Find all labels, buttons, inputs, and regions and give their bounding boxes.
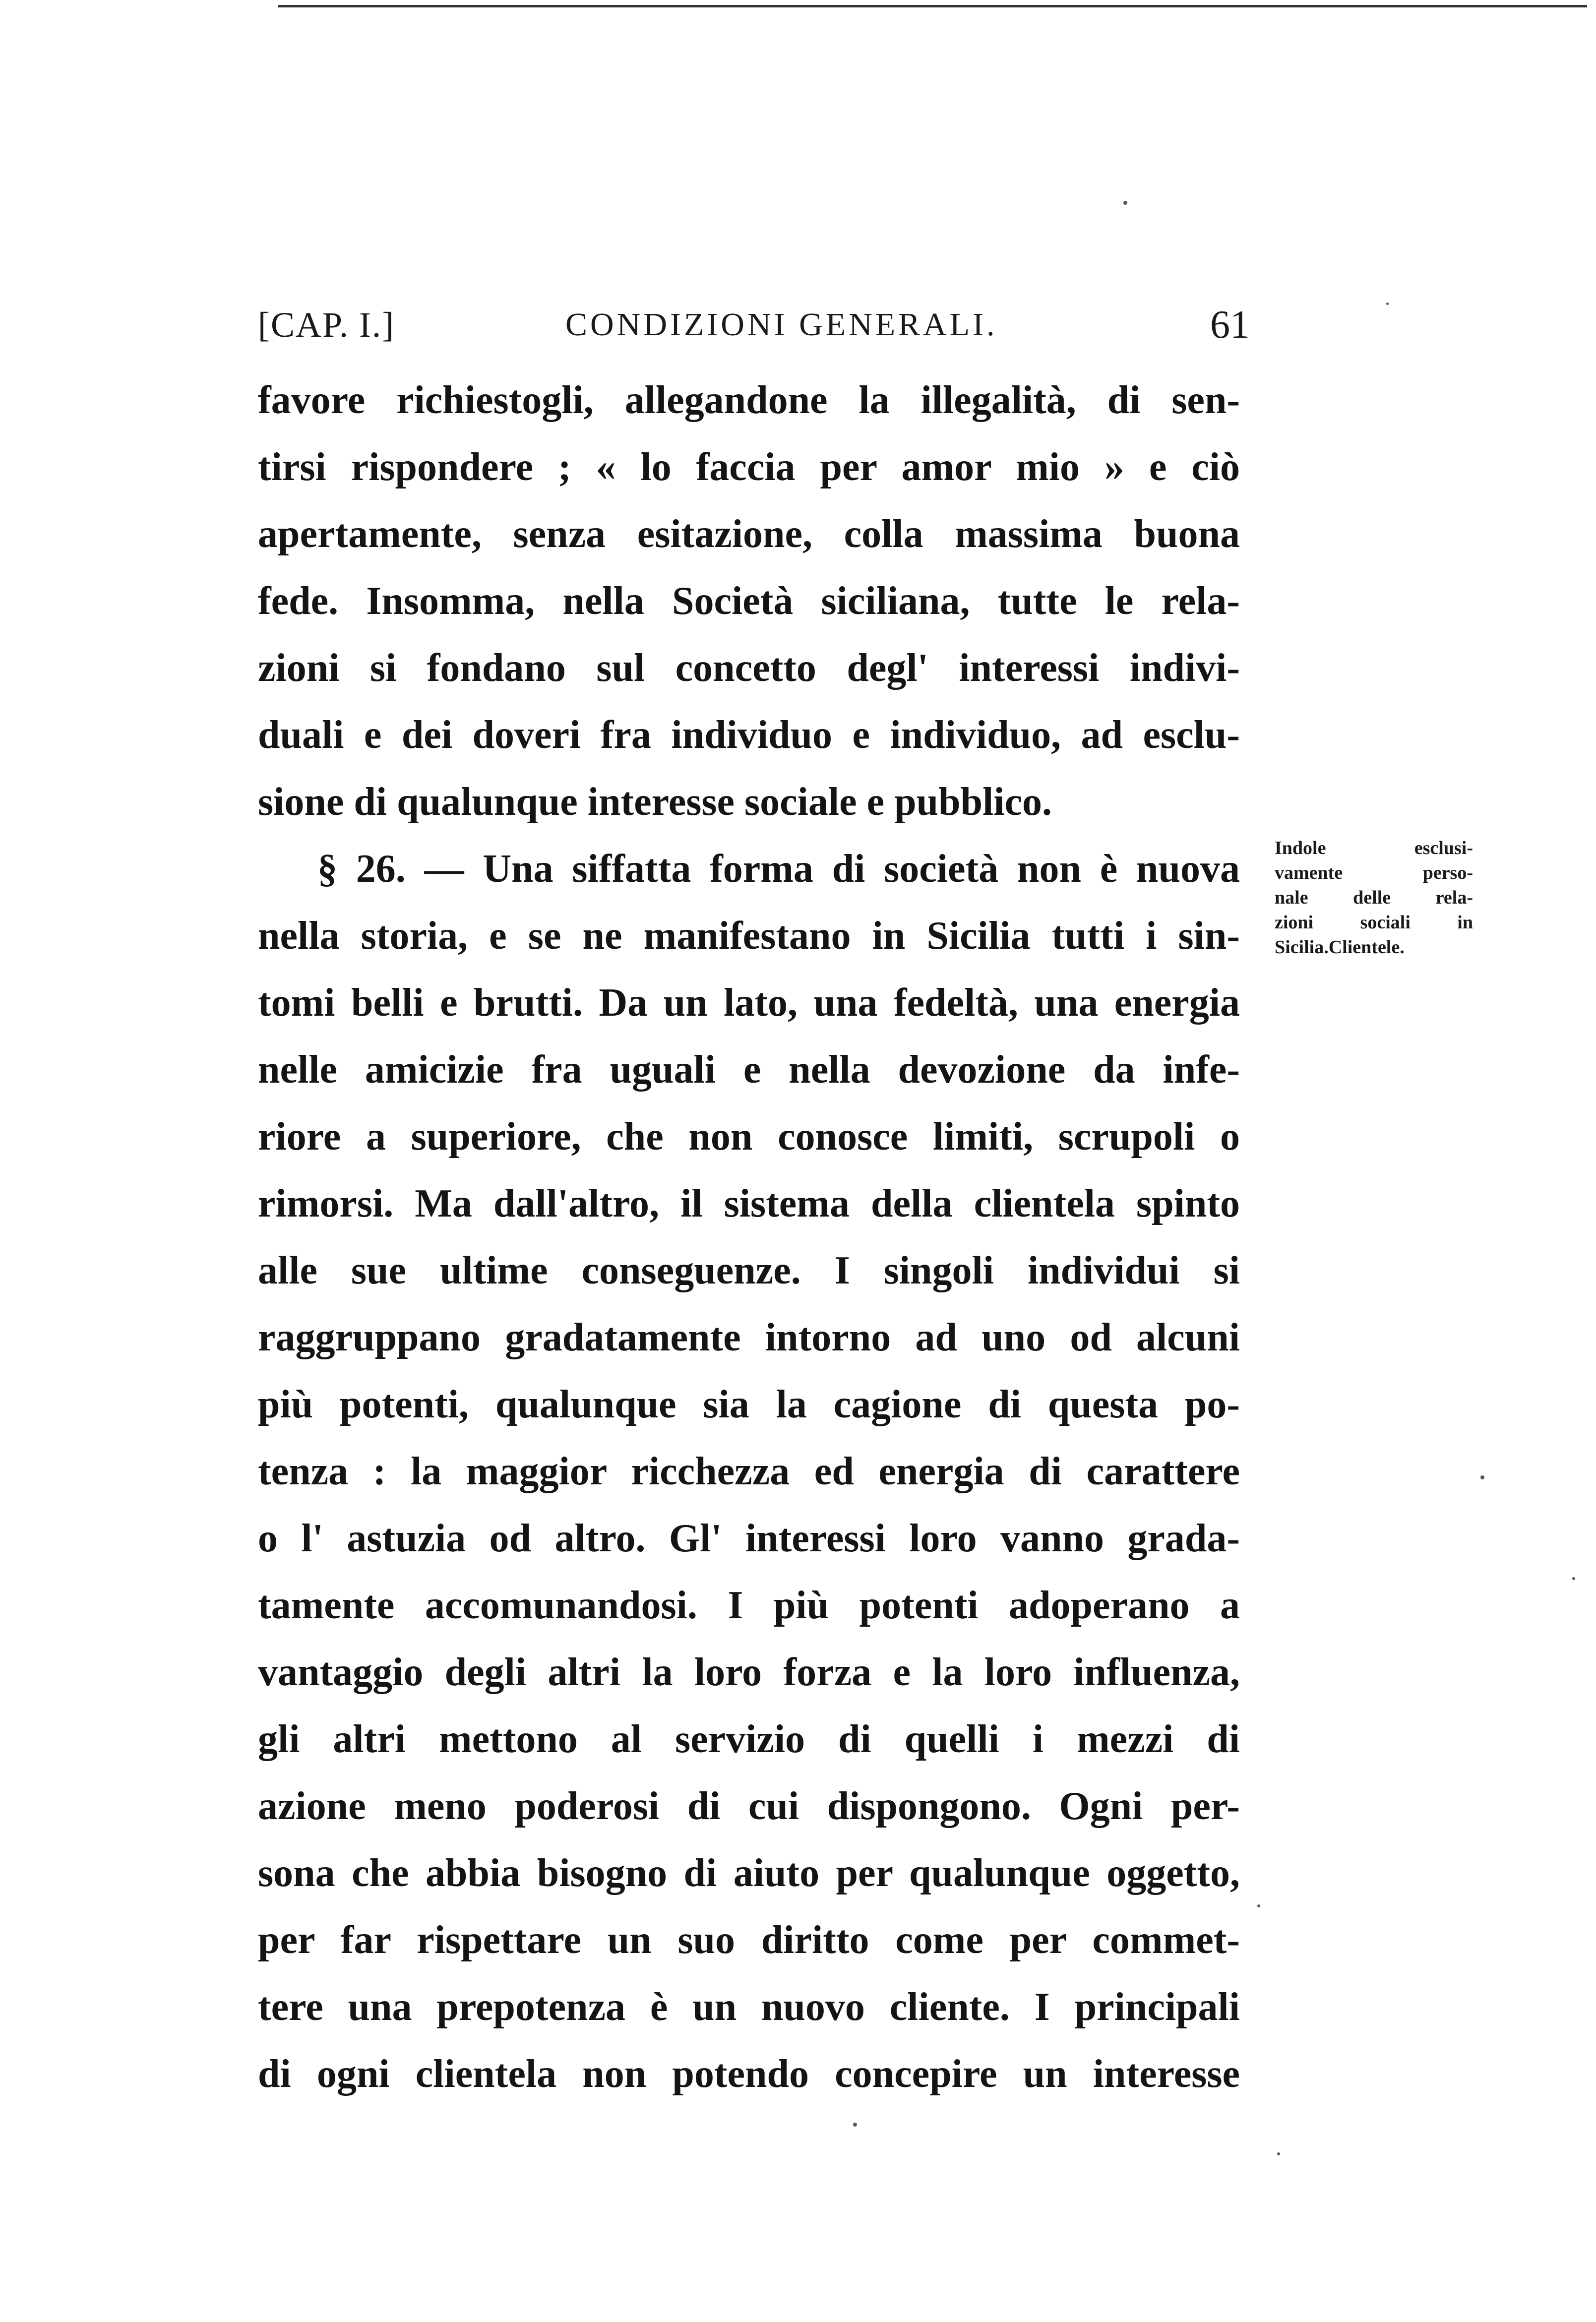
chapter-label: [CAP. I.] [258,305,395,345]
text-line: duali e dei doveri fra individuo e individuo, ad esclu- [258,713,1240,757]
section-title: CONDIZIONI GENERALI. [565,306,998,343]
text-line: nelle amicizie fra uguali e nella devozione da infe- [258,1048,1240,1092]
paper-speck [1257,1904,1260,1907]
text-line: tirsi rispondere ; « lo faccia per amor mio » e ciò [258,445,1240,489]
text-line: riore a superiore, che non conosce limiti, scrupoli o [258,1115,1240,1159]
text-line: rimorsi. Ma dall'altro, il sistema della clientela spinto [258,1182,1240,1225]
text-line: zioni si fondano sul concetto degl' interessi indivi- [258,646,1240,690]
text-line: tomi belli e brutti. Da un lato, una fedeltà, una energia [258,981,1240,1025]
margin-note [1275,836,1473,960]
text-line: favore richiestogli, allegandone la illegalità, di sen- [258,378,1240,422]
text-line: per far rispettare un suo diritto come per commet- [258,1918,1240,1962]
text-line: gli altri mettono al servizio di quelli i mezzi di [258,1717,1240,1761]
top-rule [278,5,1587,7]
margin-note-line: zioni sociali in [1275,912,1473,933]
text-line: azione meno poderosi di cui dispongono. Ogni per- [258,1784,1240,1828]
text-line: raggruppano gradatamente intorno ad uno od alcuni [258,1316,1240,1359]
paper-speck [1480,1475,1484,1479]
paper-speck [1123,201,1127,205]
text-line: fede. Insomma, nella Società siciliana, tutte le rela- [258,579,1240,623]
page-number: 61 [1210,303,1250,347]
text-line: vantaggio degli altri la loro forza e la loro influenza, [258,1650,1240,1694]
text-line: sione di qualunque interesse sociale e pubblico. [258,780,1052,824]
text-line: più potenti, qualunque sia la cagione di questa po- [258,1383,1240,1426]
paper-speck [1277,2152,1280,2155]
text-line: tamente accomunandosi. I più potenti adoperano a [258,1584,1240,1627]
text-line: tere una prepotenza è un nuovo cliente. I principali [258,1985,1240,2029]
text-line: alle sue ultime conseguenze. I singoli individui si [258,1249,1240,1292]
paper-speck [1572,1577,1575,1580]
margin-note-line: Indole esclusi- [1275,838,1473,858]
body-text [258,367,1240,2108]
text-line: o l' astuzia od altro. Gl' interessi loro vanno grada- [258,1517,1240,1560]
text-line: nella storia, e se ne manifestano in Sicilia tutti i sin- [258,914,1240,958]
margin-note-line: Sicilia.Clientele. [1275,937,1405,958]
running-head [258,298,1250,352]
margin-note-line: vamente perso- [1275,862,1473,883]
paper-speck [1386,303,1389,305]
text-line: sona che abbia bisogno di aiuto per qualunque oggetto, [258,1851,1240,1895]
text-line: tenza : la maggior ricchezza ed energia di carattere [258,1450,1240,1493]
paper-speck [853,2123,857,2127]
text-line: apertamente, senza esitazione, colla massima buona [258,512,1240,556]
section-heading-line: § 26. — Una siffatta forma di società non è nuova [317,847,1240,891]
margin-note-line: nale delle rela- [1275,887,1473,908]
text-line: di ogni clientela non potendo concepire un interesse [258,2052,1240,2096]
